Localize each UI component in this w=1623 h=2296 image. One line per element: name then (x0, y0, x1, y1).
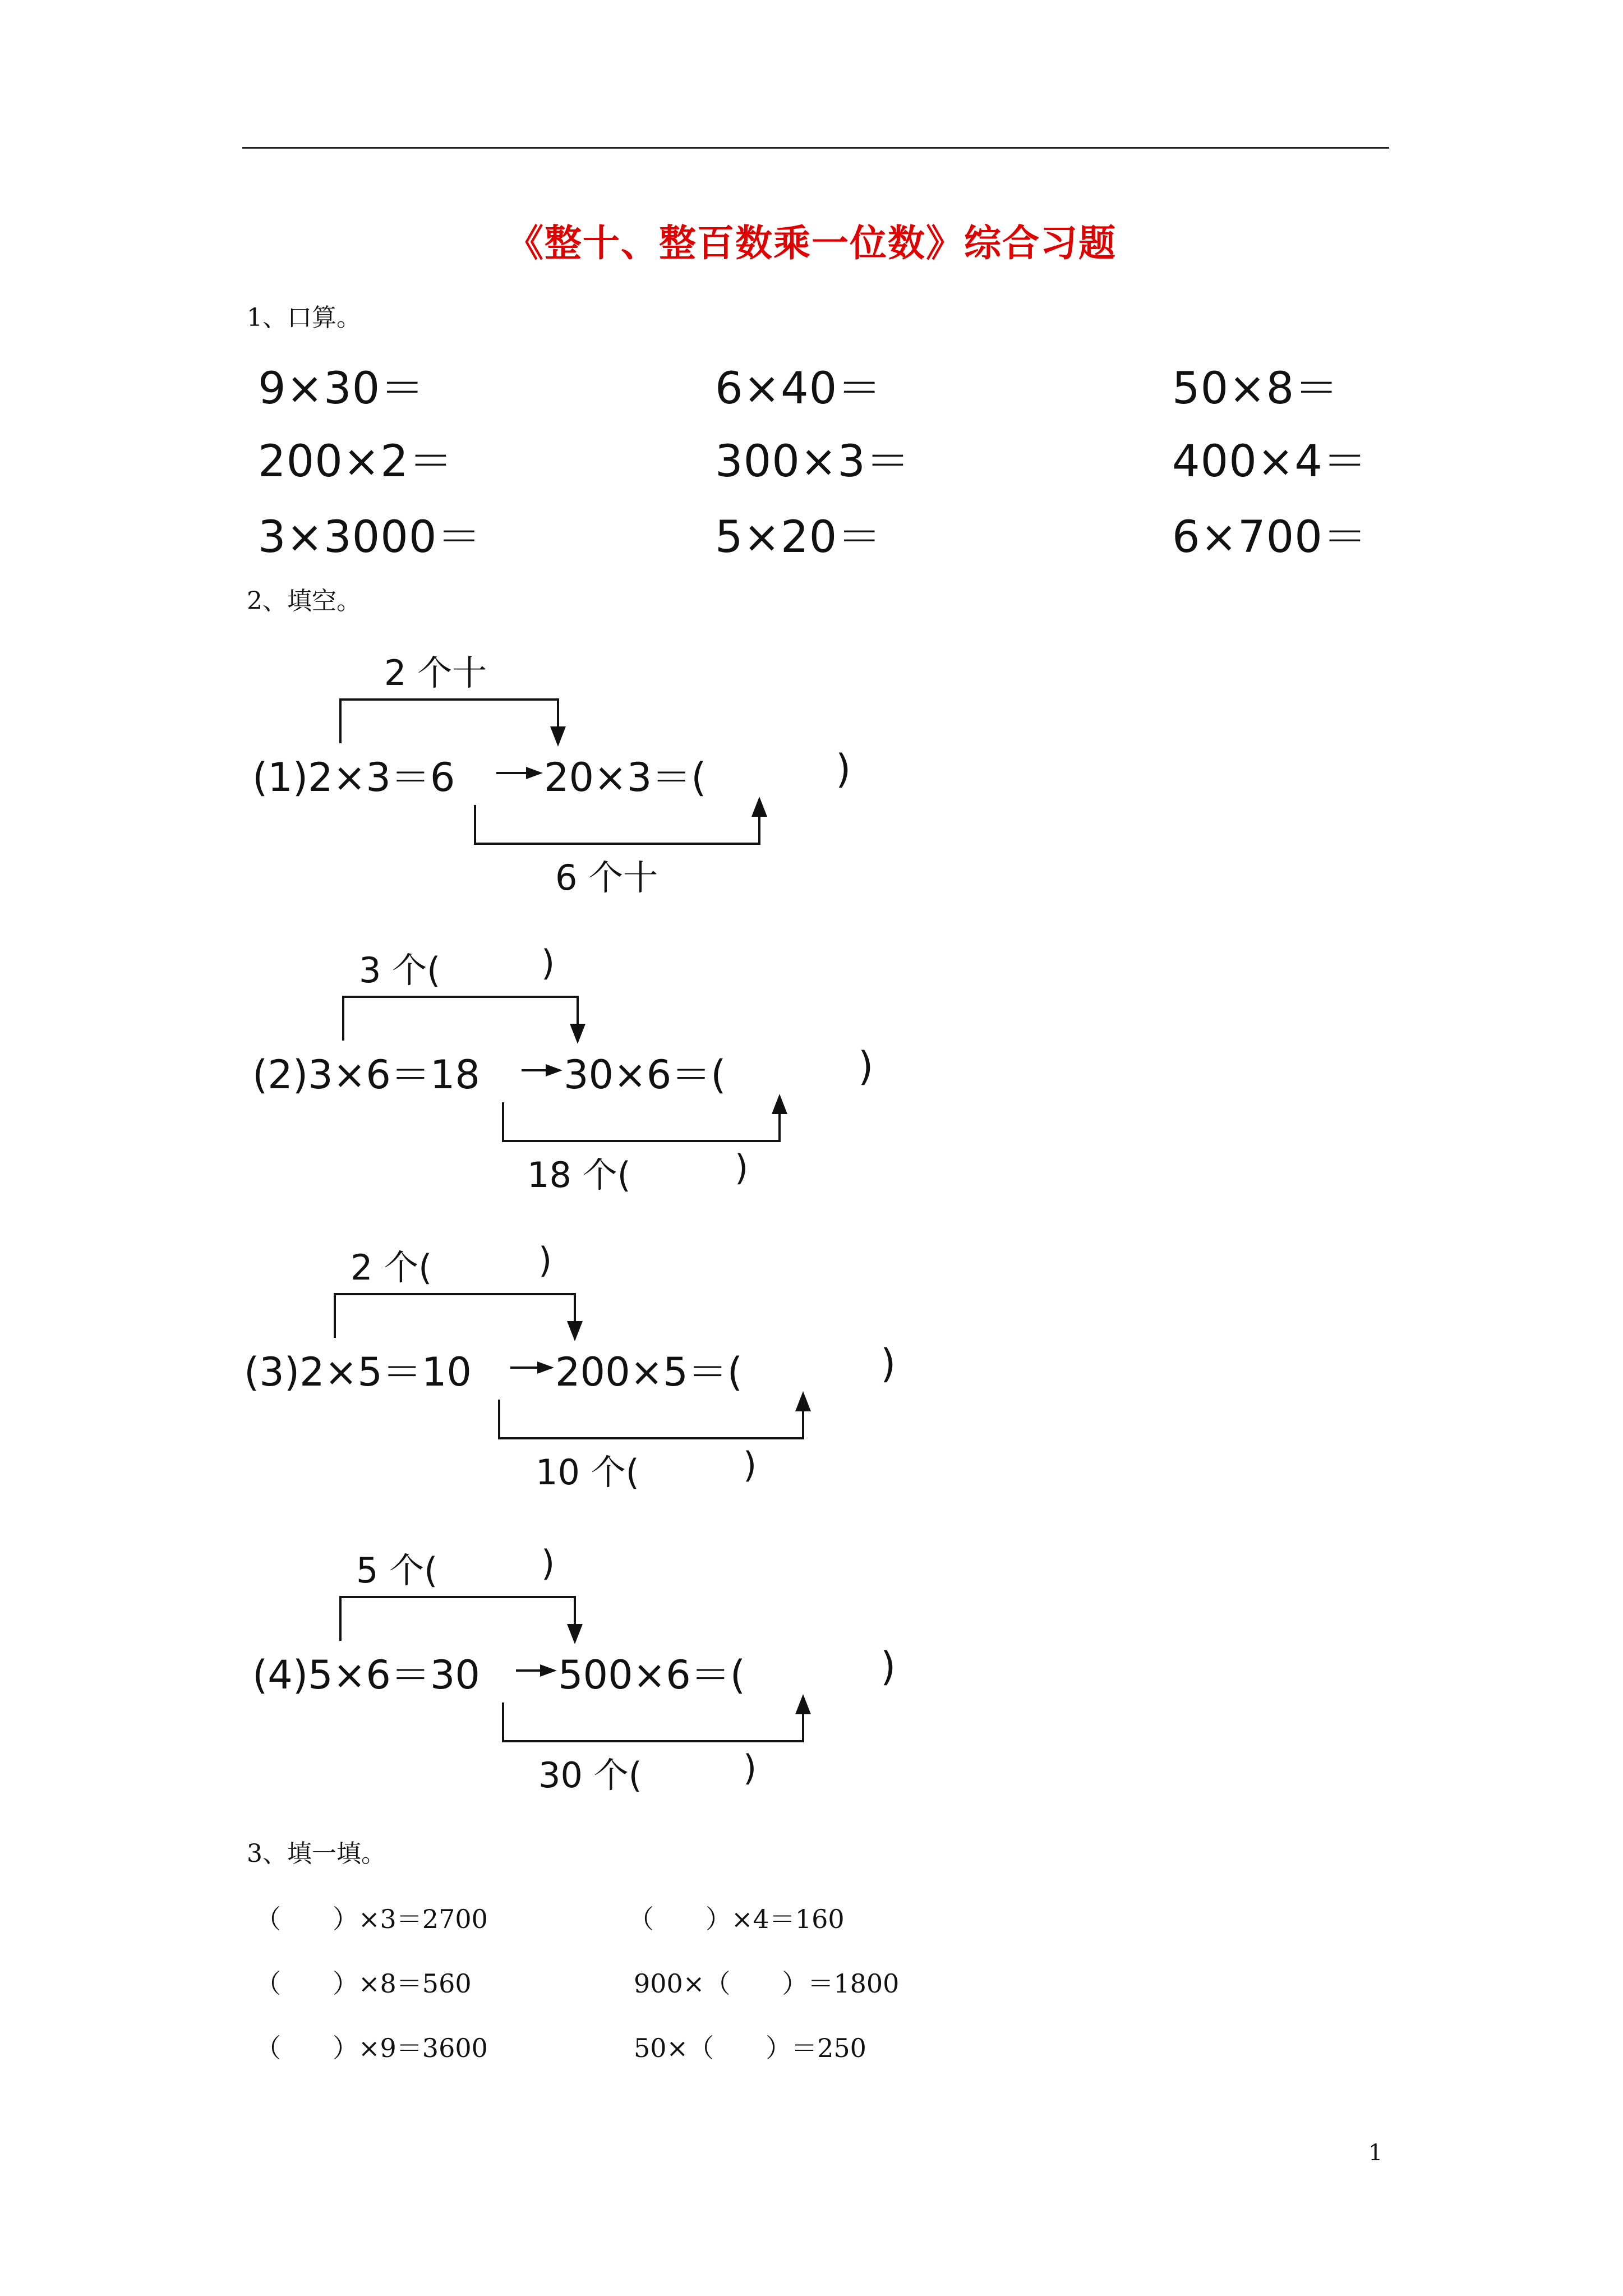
arrow-down-icon (567, 1321, 583, 1341)
bracket-line (577, 996, 579, 1027)
fill-diagram-3 (241, 1240, 970, 1493)
diagram-equation-left: (3)2×5＝10 (244, 1349, 472, 1395)
oral-calc-item: 50×8＝ (1172, 364, 1339, 414)
arrow-right-icon (537, 1361, 554, 1374)
diagram-bottom-paren-close: ) (743, 1747, 757, 1788)
page-number: 1 (1368, 2140, 1383, 2166)
arrow-right-icon (540, 1664, 557, 1677)
bracket-line (334, 1293, 575, 1295)
arrow-shaft (510, 1366, 538, 1369)
oral-calc-item: 9×30＝ (258, 364, 425, 414)
diagram-top-label: 2 个( (351, 1247, 432, 1288)
diagram-paren-close: ) (880, 1341, 896, 1387)
section-2-heading: 2、填空。 (247, 587, 361, 615)
fill-diagram-4 (241, 1543, 970, 1796)
fill-blank-item: （ ）×4＝160 (628, 1904, 845, 1934)
diagram-bottom-label: 30 个( (538, 1755, 642, 1796)
fill-diagram-1 (241, 645, 970, 898)
oral-calc-item: 400×4＝ (1172, 436, 1367, 487)
fill-blank-item: （ ）×3＝2700 (255, 1904, 488, 1934)
diagram-paren-close: ) (880, 1644, 896, 1690)
oral-calc-item: 6×40＝ (715, 364, 882, 414)
arrow-down-icon (570, 1024, 585, 1044)
oral-calc-item: 3×3000＝ (258, 512, 482, 563)
bracket-line (342, 996, 578, 998)
bracket-line (557, 698, 559, 729)
bracket-line (339, 698, 558, 701)
diagram-bottom-paren-close: ) (743, 1444, 757, 1485)
bracket-line (758, 813, 760, 844)
bracket-line (574, 1596, 576, 1627)
diagram-paren-close: ) (858, 1043, 874, 1089)
bracket-line (339, 1596, 342, 1641)
diagram-equation-left: (2)3×6＝18 (252, 1052, 480, 1098)
arrow-down-icon (567, 1624, 583, 1644)
bracket-line (474, 805, 476, 844)
arrow-right-icon (546, 1064, 562, 1076)
fill-blank-item: 50×（ ）＝250 (634, 2033, 866, 2063)
diagram-equation-left: (4)5×6＝30 (252, 1652, 480, 1698)
diagram-bottom-label: 6 个十 (555, 857, 658, 898)
oral-calc-item: 200×2＝ (258, 436, 453, 487)
bracket-line (778, 1111, 781, 1142)
arrow-shaft (516, 1669, 541, 1672)
arrow-shaft (496, 772, 527, 774)
bracket-line (474, 843, 760, 845)
bracket-line (802, 1408, 804, 1439)
bracket-line (502, 1140, 781, 1142)
diagram-bottom-label: 18 个( (527, 1154, 631, 1195)
diagram-equation-right: 200×5＝( (555, 1349, 743, 1395)
fill-blank-item: （ ）×9＝3600 (255, 2033, 488, 2063)
oral-calc-item: 300×3＝ (715, 436, 910, 487)
header-rule (242, 147, 1389, 149)
diagram-paren-close: ) (836, 746, 851, 792)
diagram-equation-right: 20×3＝( (544, 754, 707, 800)
diagram-equation-right: 500×6＝( (558, 1652, 746, 1698)
bracket-line (339, 698, 342, 743)
diagram-equation-left: (1)2×3＝6 (252, 754, 455, 800)
oral-calc-item: 5×20＝ (715, 512, 882, 563)
diagram-top-paren-close: ) (541, 1543, 555, 1584)
bracket-line (498, 1400, 500, 1439)
diagram-top-label: 3 个( (359, 950, 441, 991)
fill-blank-item: （ ）×8＝560 (255, 1968, 472, 1999)
bracket-line (574, 1293, 576, 1324)
section-3-heading: 3、填一填。 (247, 1839, 386, 1868)
arrow-down-icon (550, 726, 566, 747)
bracket-line (802, 1711, 804, 1742)
oral-calc-item: 6×700＝ (1172, 512, 1367, 563)
diagram-bottom-paren-close: ) (735, 1147, 749, 1188)
diagram-top-paren-close: ) (541, 942, 555, 983)
page-title: 《整十、整百数乘一位数》综合习题 (506, 221, 1117, 265)
bracket-line (339, 1596, 575, 1598)
bracket-line (502, 1740, 804, 1742)
bracket-line (498, 1437, 804, 1439)
bracket-line (342, 996, 344, 1041)
diagram-top-paren-close: ) (538, 1240, 552, 1281)
bracket-line (502, 1703, 504, 1742)
diagram-bottom-label: 10 个( (536, 1452, 639, 1493)
arrow-shaft (522, 1069, 547, 1071)
diagram-equation-right: 30×6＝( (564, 1052, 726, 1098)
arrow-right-icon (526, 767, 543, 779)
diagram-top-label: 5 个( (356, 1550, 438, 1591)
diagram-top-label: 2 个十 (384, 652, 487, 693)
fill-blank-item: 900×（ ）＝1800 (634, 1968, 900, 1999)
section-1-heading: 1、口算。 (247, 303, 361, 332)
fill-diagram-2 (241, 942, 970, 1195)
bracket-line (502, 1102, 504, 1142)
bracket-line (334, 1293, 336, 1338)
